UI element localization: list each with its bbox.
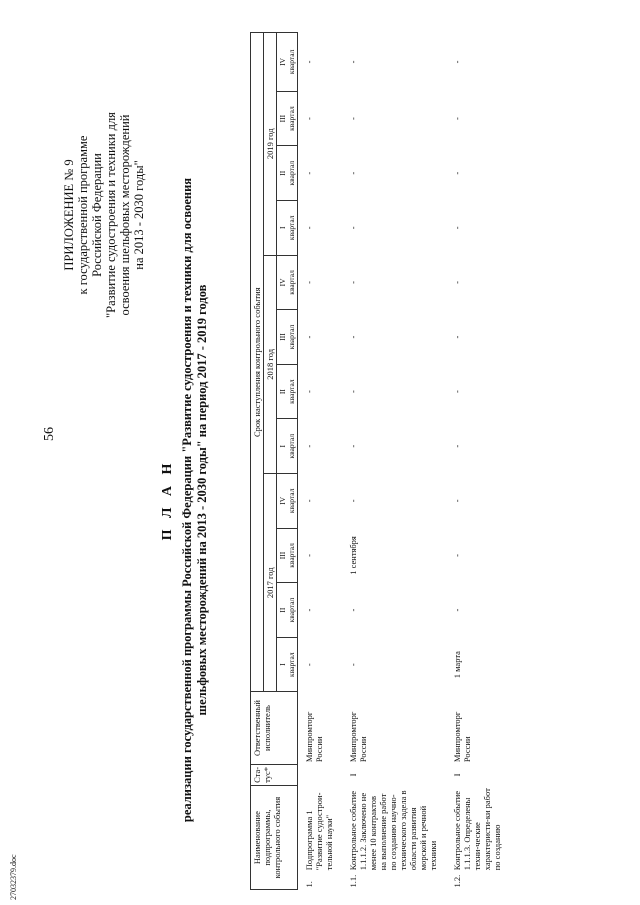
page-number: 56: [42, 427, 57, 441]
row-cell: -: [304, 117, 314, 120]
appendix-line: ПРИЛОЖЕНИЕ № 9: [62, 159, 76, 271]
row-cell: -: [348, 390, 358, 394]
row-cell: -: [348, 117, 358, 120]
row-cell: -: [304, 390, 314, 394]
plan-title: [160, 110, 210, 890]
row-cell: -: [452, 608, 462, 612]
row-name: Контрольное событие 1.1.1.3. Определены техни-ческие характеристи-ки работ по созданию: [452, 788, 502, 871]
header-period: Срок наступления контрольного события: [251, 33, 264, 692]
table-row: [298, 33, 343, 890]
row-cell: -: [452, 554, 462, 557]
row-cell: -: [348, 60, 358, 64]
appendix-block: [62, 80, 146, 350]
row-cell: -: [304, 280, 314, 284]
row-cell: -: [452, 226, 462, 230]
row-executor: Минпромторг России: [348, 711, 368, 763]
row-number: 1.: [304, 881, 314, 888]
row-cell: -: [304, 226, 314, 230]
row-number: 1.1.: [348, 874, 358, 888]
row-cell: 1 марта: [452, 651, 462, 679]
row-cell: -: [452, 499, 462, 503]
table-row: [342, 33, 446, 890]
appendix-line: Российской Федерации: [90, 153, 104, 277]
row-cell: -: [452, 335, 462, 339]
row-cell: -: [304, 608, 314, 612]
row-cell: -: [304, 60, 314, 64]
header-year: 2018 год: [264, 255, 277, 473]
footer-file-code: 27032379.doc: [9, 854, 18, 900]
row-status: I: [452, 773, 462, 777]
row-cell: -: [348, 171, 358, 175]
header-year: 2017 год: [264, 474, 277, 692]
row-cell: -: [452, 444, 462, 448]
row-executor: Минпромторг России: [452, 711, 472, 763]
header-quarter: IV квартал: [277, 33, 298, 92]
rotated-page-content: [40, 30, 600, 890]
appendix-line: освоения шельфовых месторождений: [118, 114, 132, 316]
header-quarter: I квартал: [277, 637, 298, 692]
header-quarter: III квартал: [277, 528, 298, 583]
row-name: Контрольное событие 1.1.1.2. Заключено не менее 10 контрактов на выполнение работ по созданию научно-технического задела в области развития морской и речной техники: [348, 790, 438, 871]
header-executor: Ответственный исполнитель: [251, 692, 298, 764]
plan-heading: П Л А Н: [160, 459, 175, 541]
plan-table: [250, 32, 510, 890]
row-cell: -: [452, 280, 462, 284]
row-cell: -: [452, 390, 462, 394]
header-year: 2019 год: [264, 33, 277, 256]
header-quarter: I квартал: [277, 419, 298, 474]
row-number: 1.2.: [452, 874, 462, 888]
row-cell: -: [452, 171, 462, 175]
header-quarter: IV квартал: [277, 255, 298, 310]
header-quarter: III квартал: [277, 310, 298, 365]
header-quarter: II квартал: [277, 583, 298, 638]
row-cell: -: [304, 171, 314, 175]
row-cell: -: [348, 608, 358, 612]
row-cell: -: [348, 444, 358, 448]
table-row: [446, 33, 510, 890]
row-name: Подпрограмма 1 "Развитие судострои-тельной науки": [304, 792, 334, 871]
row-executor: Минпромторг России: [304, 711, 324, 763]
header-quarter: II квартал: [277, 146, 298, 201]
row-cell: -: [304, 335, 314, 339]
row-cell: -: [348, 280, 358, 284]
appendix-line: "Развитие судостроения и техники для: [104, 112, 118, 318]
appendix-line: к государственной программе: [76, 135, 90, 295]
row-cell: -: [348, 663, 358, 667]
row-cell: -: [348, 335, 358, 339]
row-cell: -: [348, 226, 358, 230]
header-status: Ста-тус*: [251, 764, 298, 786]
row-cell: -: [304, 554, 314, 557]
row-cell: -: [304, 663, 314, 667]
row-cell: -: [304, 444, 314, 448]
appendix-line: на 2013 - 2030 годы": [132, 160, 146, 270]
row-cell: -: [348, 499, 358, 503]
header-quarter: I квартал: [277, 200, 298, 255]
row-cell: -: [452, 60, 462, 64]
plan-title-line2: шельфовых месторождений на 2013 - 2030 годы" на период 2017 - 2019 годов: [195, 284, 209, 716]
header-quarter: II квартал: [277, 364, 298, 419]
plan-title-line1: реализации государственной программы Российской Федерации "Развитие судостроения и техники для освоения: [180, 177, 194, 823]
header-name: Наименование подпрограммы, контрольного события: [251, 786, 298, 890]
row-status: [298, 764, 343, 786]
row-cell: -: [304, 499, 314, 503]
row-cell: -: [452, 117, 462, 120]
row-status: I: [348, 773, 358, 777]
header-quarter: III квартал: [277, 91, 298, 146]
row-cell: 1 сентября: [348, 536, 358, 575]
header-quarter: IV квартал: [277, 474, 298, 529]
